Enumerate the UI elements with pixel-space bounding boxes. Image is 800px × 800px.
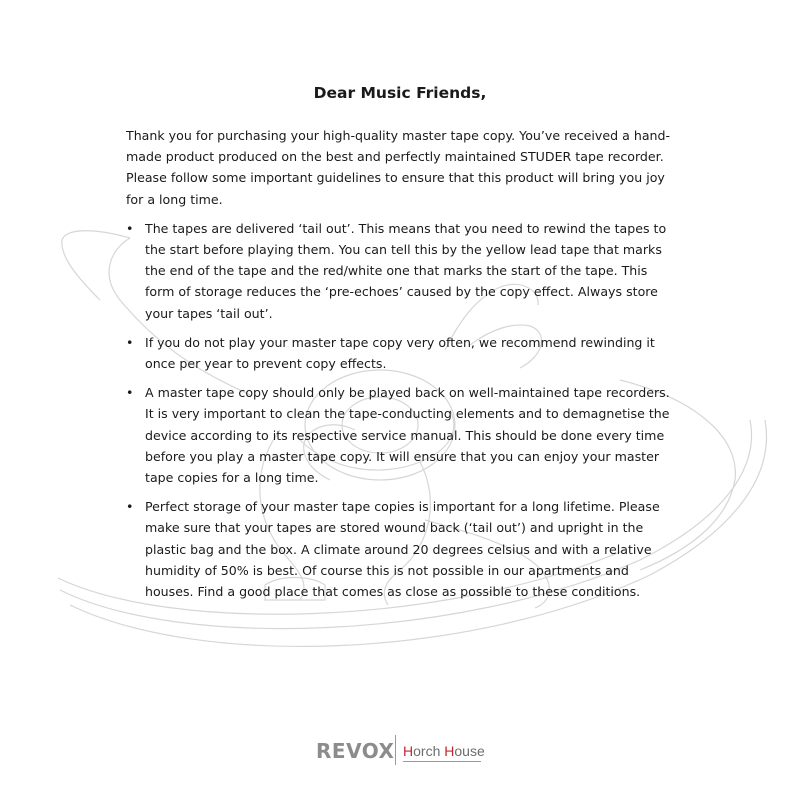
brand-footer	[0, 732, 800, 772]
guidelines-list	[126, 218, 674, 602]
logo-divider	[395, 735, 396, 765]
guideline-item	[126, 332, 674, 374]
logo-underline	[403, 761, 481, 762]
bullet-icon: •	[126, 385, 134, 401]
letter-title: Dear Music Friends,	[313, 84, 487, 102]
letter-intro	[126, 125, 674, 210]
guideline-text: If you do not play your master tape copy very often, we recommend rewinding it once per year to prevent copy effects.	[145, 334, 655, 372]
bullet-icon: •	[126, 334, 134, 350]
guideline-text: A master tape copy should only be played back on well-maintained tape recorders. It is very important to clean the tape-conducting elements and to demagnetise the device according to its respective service manual. This should be done every time before you play a master tape copy. It will ensure that you can enjoy your master tape copies for a long time.	[145, 385, 670, 486]
guideline-text: Perfect storage of your master tape copies is important for a long lifetime. Please make sure that your tapes are stored wound back (‘tail out’) and upright in the plastic bag and the box. A climate around 20 degrees celsius and with a relative humidity of 50% is best. Of course this is not possible in our apartments and houses. Find a good place that comes as close as possible to these conditions.	[145, 499, 660, 600]
letter-body	[126, 84, 674, 610]
intro-paragraph: Thank you for purchasing your high-quality master tape copy. You’ve received a hand-made product produced on the best and perfectly maintained STUDER tape recorder.	[126, 128, 671, 165]
horch-house-logo: Horch House	[403, 743, 485, 759]
bullet-icon: •	[126, 220, 134, 236]
revox-logo: REVOX	[316, 739, 395, 763]
bullet-icon: •	[126, 499, 134, 515]
guideline-item	[126, 496, 674, 602]
guideline-text: The tapes are delivered ‘tail out’. This means that you need to rewind the tapes to the start before playing them. You can tell this by the yellow lead tape that marks the end of the tape and the red/white one that marks the start of the tape. This form of storage reduces the ‘pre-echoes’ caused by the copy effect. Always store your tapes ‘tail out’.	[145, 220, 667, 321]
intro-paragraph: Please follow some important guidelines to ensure that this product will bring you joy for a long time.	[126, 170, 665, 207]
guideline-item	[126, 218, 674, 324]
guideline-item	[126, 382, 674, 488]
